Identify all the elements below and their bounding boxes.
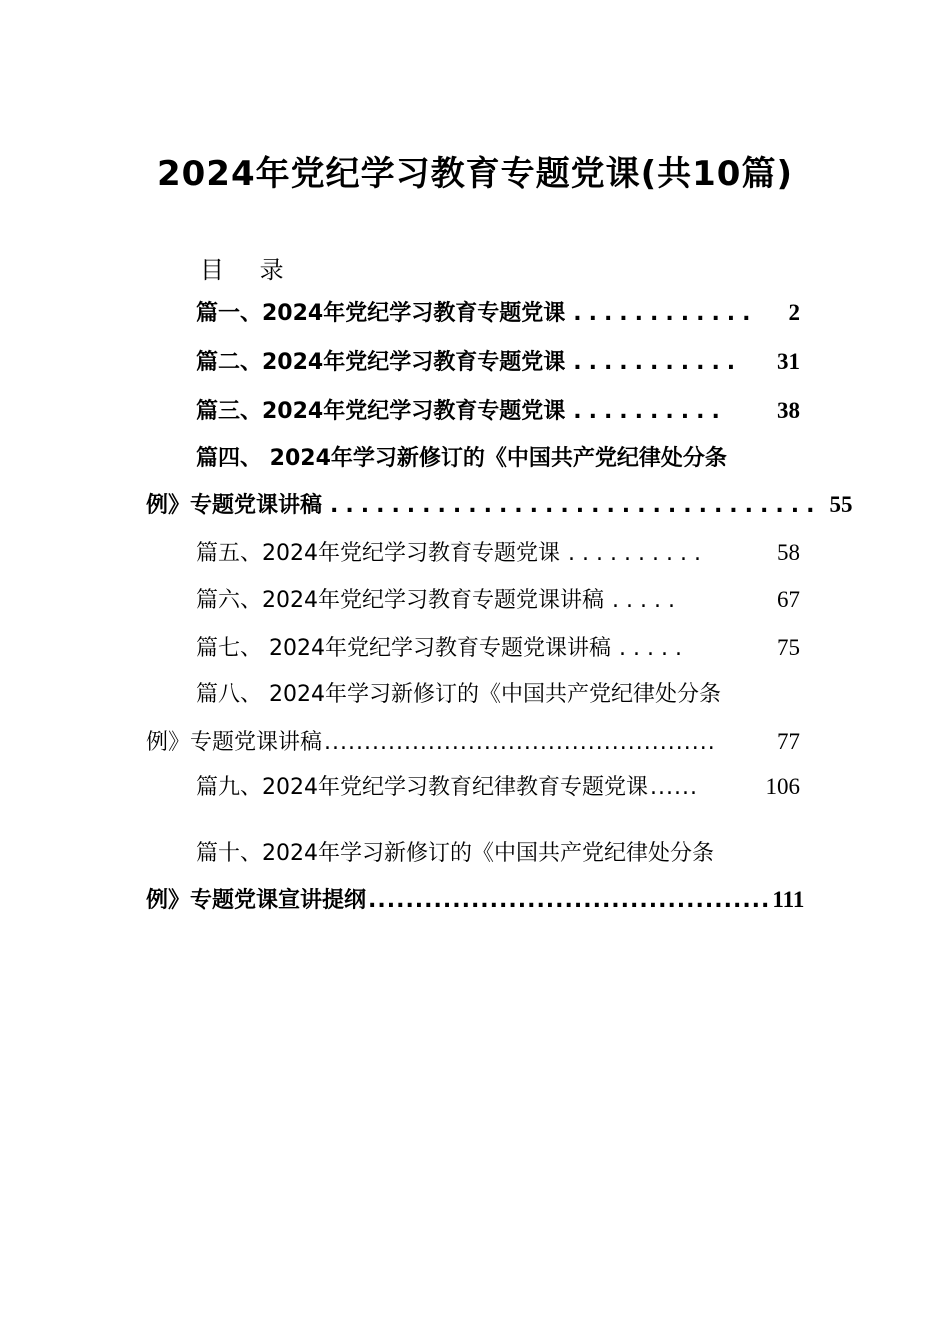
toc-entry-10-line1[interactable]: 篇十、2024年学习新修订的《中国共产党纪律处分条 (196, 841, 714, 866)
document-title: 2024年党纪学习教育专题党课(共10篇) (156, 154, 794, 194)
toc-entry-leader: ..... (618, 636, 689, 661)
toc-entry-2[interactable] (196, 345, 800, 376)
toc-entry-label: 篇六、2024年党纪学习教育专题党课讲稿 (196, 588, 604, 613)
toc-entry-page: 75 (777, 635, 800, 660)
toc-entry-8-line1[interactable]: 篇八、 2024年学习新修订的《中国共产党纪律处分条 (196, 682, 721, 707)
toc-entry-page: 55 (829, 492, 853, 517)
toc-entry-6[interactable] (196, 583, 800, 614)
toc-entry-page: 58 (777, 540, 800, 565)
toc-entry-7[interactable] (196, 631, 800, 662)
toc-entry-leader: ........... (573, 350, 743, 375)
toc-entry-label: 篇一、2024年党纪学习教育专题党课 (196, 301, 566, 326)
toc-entry-9[interactable] (196, 770, 800, 801)
toc-entry-page: 77 (777, 729, 800, 754)
toc-entry-label: 篇七、 2024年党纪学习教育专题党课讲稿 (196, 636, 611, 661)
toc-entry-page: 31 (777, 349, 800, 374)
toc-entry-10[interactable] (146, 883, 805, 914)
toc-entry-page: 38 (777, 398, 800, 423)
toc-entry-page: 106 (765, 774, 800, 799)
toc-heading: 目 录 (200, 256, 298, 284)
toc-entry-label: 篇五、2024年党纪学习教育专题党课 (196, 541, 560, 566)
toc-entry-3[interactable] (196, 394, 800, 425)
toc-entry-4-line1[interactable]: 篇四、 2024年学习新修订的《中国共产党纪律处分条 (196, 446, 727, 471)
toc-entry-label: 例》专题党课宣讲提纲 (146, 888, 367, 913)
toc-entry-leader: ................................................. (324, 730, 716, 755)
toc-entry-page: 2 (788, 300, 800, 325)
toc-entry-label: 例》专题党课讲稿 (146, 493, 323, 518)
toc-entry-leader: ........................................... (368, 888, 771, 913)
toc-entry-leader: .......... (573, 399, 727, 424)
toc-entry-8[interactable] (146, 725, 800, 756)
toc-entry-4[interactable] (146, 488, 853, 519)
toc-entry-leader: ................................ (330, 493, 822, 518)
toc-entry-label: 篇三、2024年党纪学习教育专题党课 (196, 399, 566, 424)
toc-entry-5[interactable] (196, 536, 800, 567)
toc-entry-label: 篇九、2024年党纪学习教育纪律教育专题党课 (196, 775, 648, 800)
toc-entry-leader: ............ (573, 301, 758, 326)
toc-entry-label: 篇二、2024年党纪学习教育专题党课 (196, 350, 566, 375)
toc-entry-leader: ..... (612, 588, 682, 613)
toc-entry-leader: .......... (568, 541, 708, 566)
toc-entry-leader: ...... (650, 775, 698, 800)
toc-entry-page: 111 (772, 887, 805, 912)
toc-entry-page: 67 (777, 587, 800, 612)
toc-entry-1[interactable] (196, 296, 800, 327)
toc-entry-label: 例》专题党课讲稿 (146, 730, 323, 755)
